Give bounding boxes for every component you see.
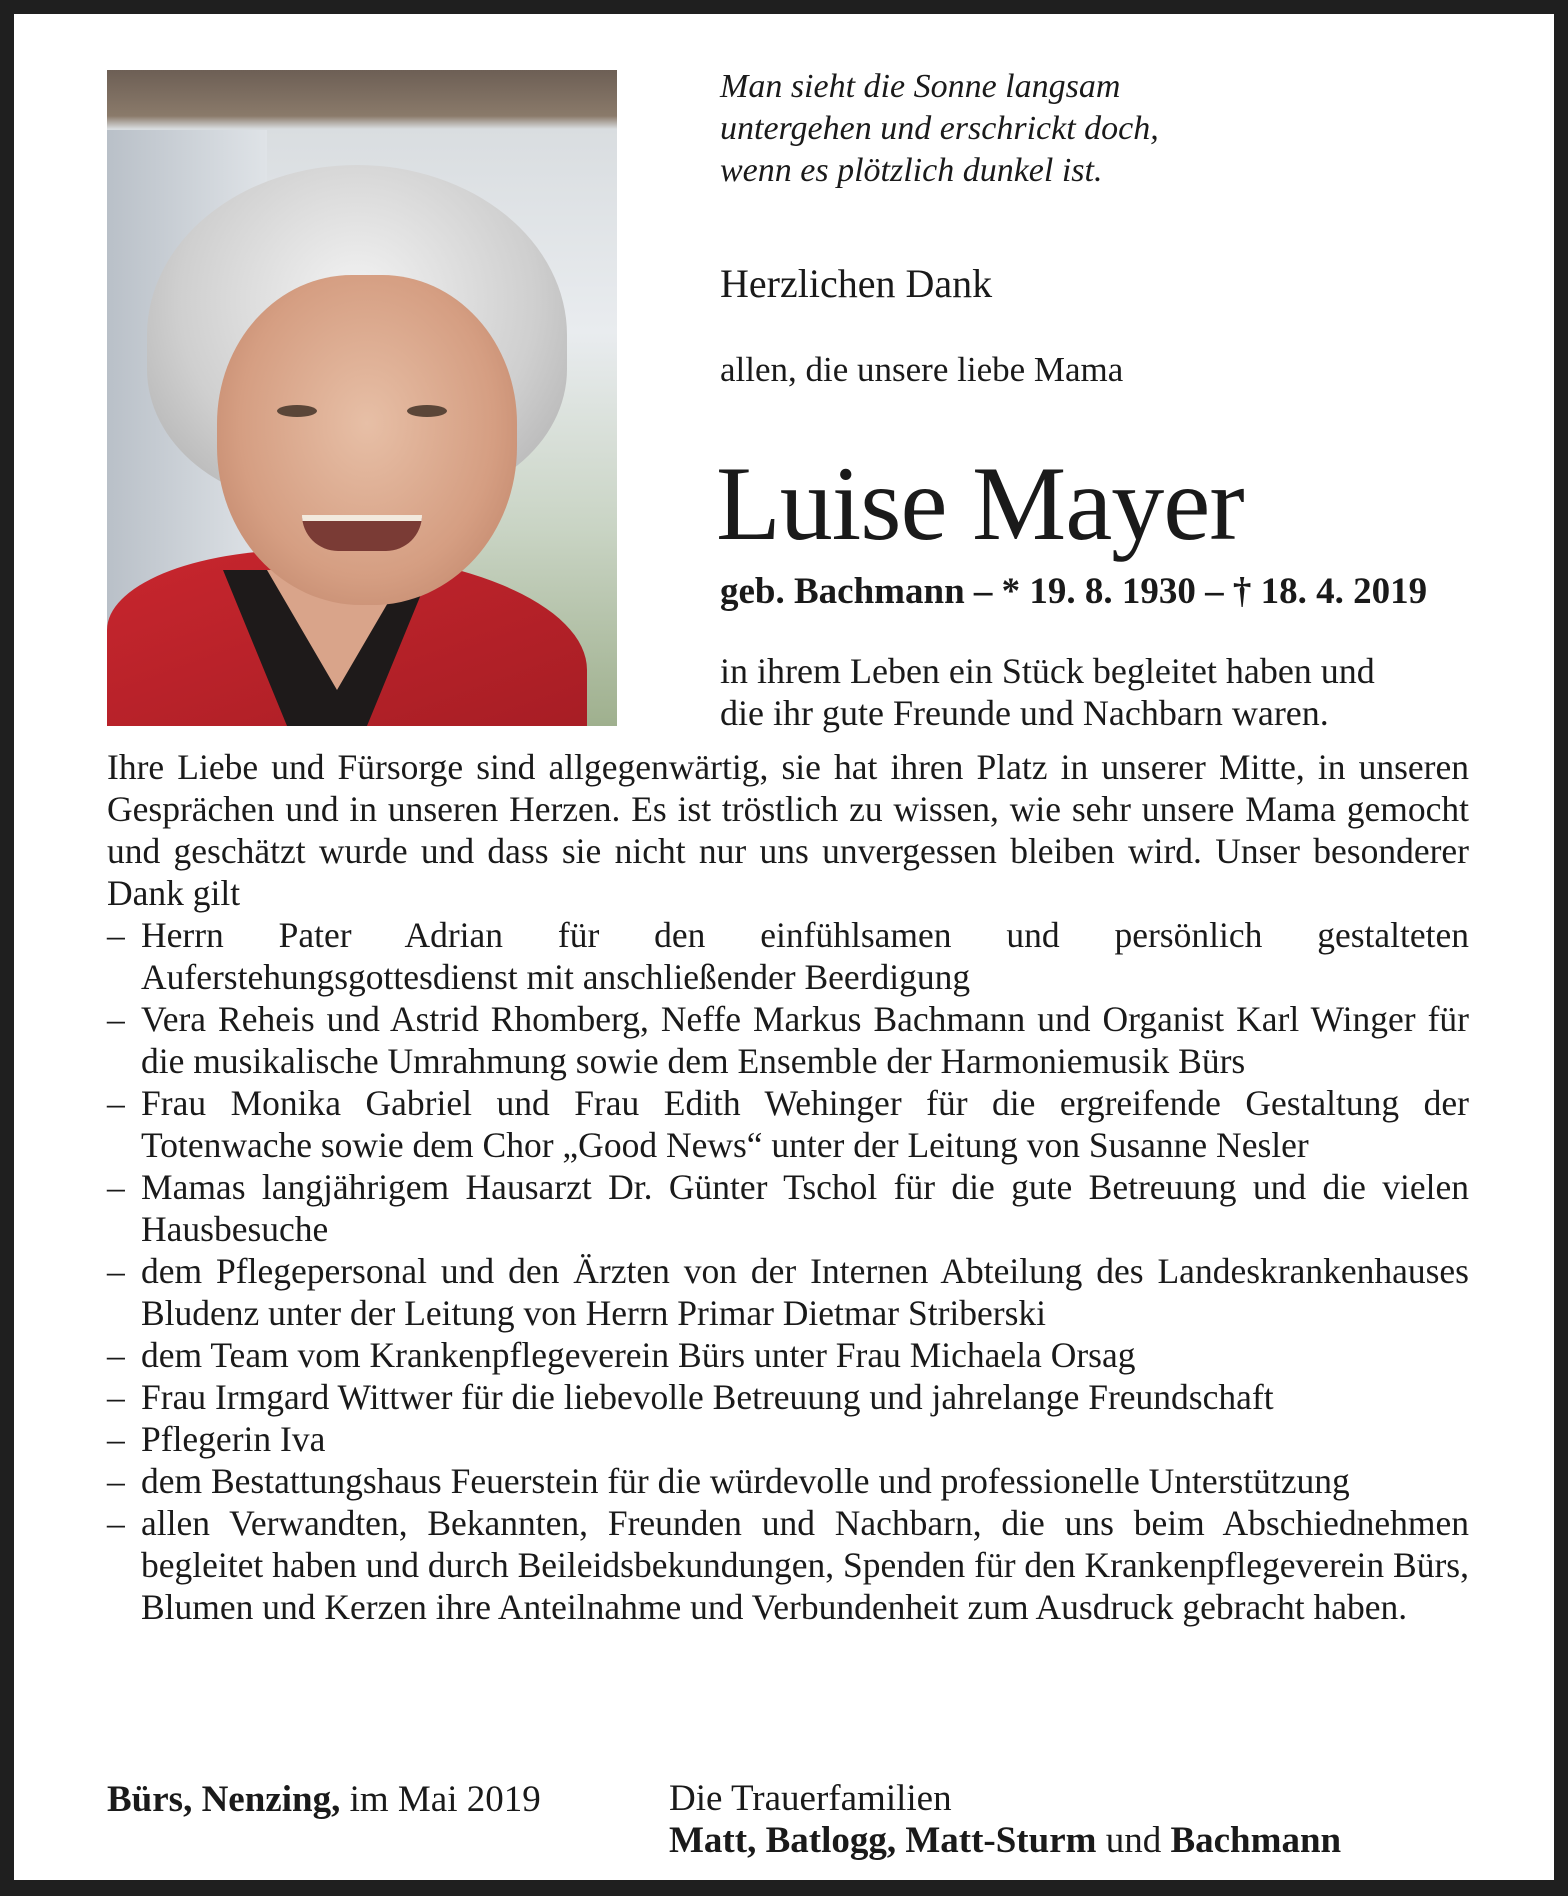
dash: – bbox=[107, 1461, 125, 1501]
deceased-name: Luise Mayer bbox=[716, 445, 1244, 562]
thanks-item bbox=[107, 1166, 1469, 1250]
thanks-list bbox=[107, 914, 1469, 1628]
thanks-item bbox=[107, 1334, 1469, 1376]
place-date bbox=[107, 1778, 541, 1821]
thanks-text: Mamas langjährigem Hausarzt Dr. Günter Tschol für die gute Betreuung und die vielen Hausbesuche bbox=[141, 1167, 1469, 1249]
continuation bbox=[720, 650, 1375, 734]
thanks-text: dem Bestattungshaus Feuerstein für die würdevolle und professionelle Unterstützung bbox=[141, 1461, 1350, 1501]
date: im Mai 2019 bbox=[349, 1779, 541, 1820]
paragraph: Ihre Liebe und Fürsorge sind allgegenwärtig, sie hat ihren Platz in unserer Mitte, in unseren Gesprächen und in unseren Herzen. Es ist tröstlich zu wissen, wie sehr unsere Mama gemocht und geschätzt wurde und dass sie nicht nur uns unvergessen bleiben wird. Unser besonderer Dank gilt bbox=[107, 747, 1469, 913]
thanks-text: allen Verwandten, Bekannten, Freunden und Nachbarn, die uns beim Abschiednehmen begleitet haben und durch Beileidsbekundungen, Spenden für den Krankenpflegeverein Bürs, Blumen und Kerzen ihre Anteilnahme und Verbundenheit zum Ausdruck gebracht haben. bbox=[141, 1503, 1469, 1627]
thanks-text: Pflegerin Iva bbox=[141, 1419, 326, 1459]
thanks-item bbox=[107, 914, 1469, 998]
thanks-item bbox=[107, 1250, 1469, 1334]
thanks-item bbox=[107, 998, 1469, 1082]
families bbox=[669, 1778, 1341, 1862]
quote-line: wenn es plötzlich dunkel ist. bbox=[720, 152, 1103, 189]
thanks-text: dem Pflegepersonal und den Ärzten von der Internen Abteilung des Landeskrankenhauses Bludenz unter der Leitung von Herrn Primar Dietmar Striberski bbox=[141, 1251, 1469, 1333]
intro: allen, die unsere liebe Mama bbox=[720, 350, 1124, 389]
portrait-photo bbox=[107, 70, 617, 726]
thanks-item bbox=[107, 1502, 1469, 1628]
body-text bbox=[107, 746, 1469, 1628]
birth-death-line: geb. Bachmann – * 19. 8. 1930 – † 18. 4. 2019 bbox=[720, 571, 1428, 612]
family-names-bold: Matt, Batlogg, Matt-Sturm bbox=[669, 1820, 1097, 1861]
thanks-item bbox=[107, 1376, 1469, 1418]
thanks-text: Frau Monika Gabriel und Frau Edith Wehinger für die ergreifende Gestaltung der Totenwache sowie dem Chor „Good News“ unter der Leitung von Susanne Nesler bbox=[141, 1083, 1469, 1165]
dash: – bbox=[107, 1083, 125, 1123]
thanks-item bbox=[107, 1418, 1469, 1460]
thanks-item bbox=[107, 1082, 1469, 1166]
family-name-bold: Bachmann bbox=[1170, 1820, 1342, 1861]
families-names bbox=[669, 1820, 1341, 1862]
dash: – bbox=[107, 1419, 125, 1459]
dash: – bbox=[107, 1503, 125, 1543]
quote-line: Man sieht die Sonne langsam bbox=[720, 68, 1121, 105]
thanks-text: Frau Irmgard Wittwer für die liebevolle Betreuung und jahrelange Freundschaft bbox=[141, 1377, 1274, 1417]
thanks-text: Vera Reheis und Astrid Rhomberg, Neffe Markus Bachmann und Organist Karl Winger für die musikalische Umrahmung sowie dem Ensemble der Harmoniemusik Bürs bbox=[141, 999, 1469, 1081]
and-word: und bbox=[1105, 1820, 1162, 1861]
places: Bürs, Nenzing, bbox=[107, 1779, 341, 1820]
continuation-line: in ihrem Leben ein Stück begleitet haben und bbox=[720, 651, 1375, 691]
quote-line: untergehen und erschrickt doch, bbox=[720, 110, 1159, 147]
thanks-text: Herrn Pater Adrian für den einfühlsamen und persönlich gestalteten Auferstehungsgottesdienst mit anschließender Beerdigung bbox=[141, 915, 1469, 997]
quote bbox=[720, 66, 1159, 192]
dash: – bbox=[107, 1335, 125, 1375]
continuation-line: die ihr gute Freunde und Nachbarn waren. bbox=[720, 693, 1329, 733]
dash: – bbox=[107, 1251, 125, 1291]
dash: – bbox=[107, 999, 125, 1039]
heading: Herzlichen Dank bbox=[720, 261, 993, 306]
thanks-item bbox=[107, 1460, 1469, 1502]
dash: – bbox=[107, 1167, 125, 1207]
obituary-notice bbox=[14, 14, 1554, 1880]
families-label: Die Trauerfamilien bbox=[669, 1778, 952, 1819]
thanks-text: dem Team vom Krankenpflegeverein Bürs unter Frau Michaela Orsag bbox=[141, 1335, 1136, 1375]
dash: – bbox=[107, 915, 125, 955]
dash: – bbox=[107, 1377, 125, 1417]
